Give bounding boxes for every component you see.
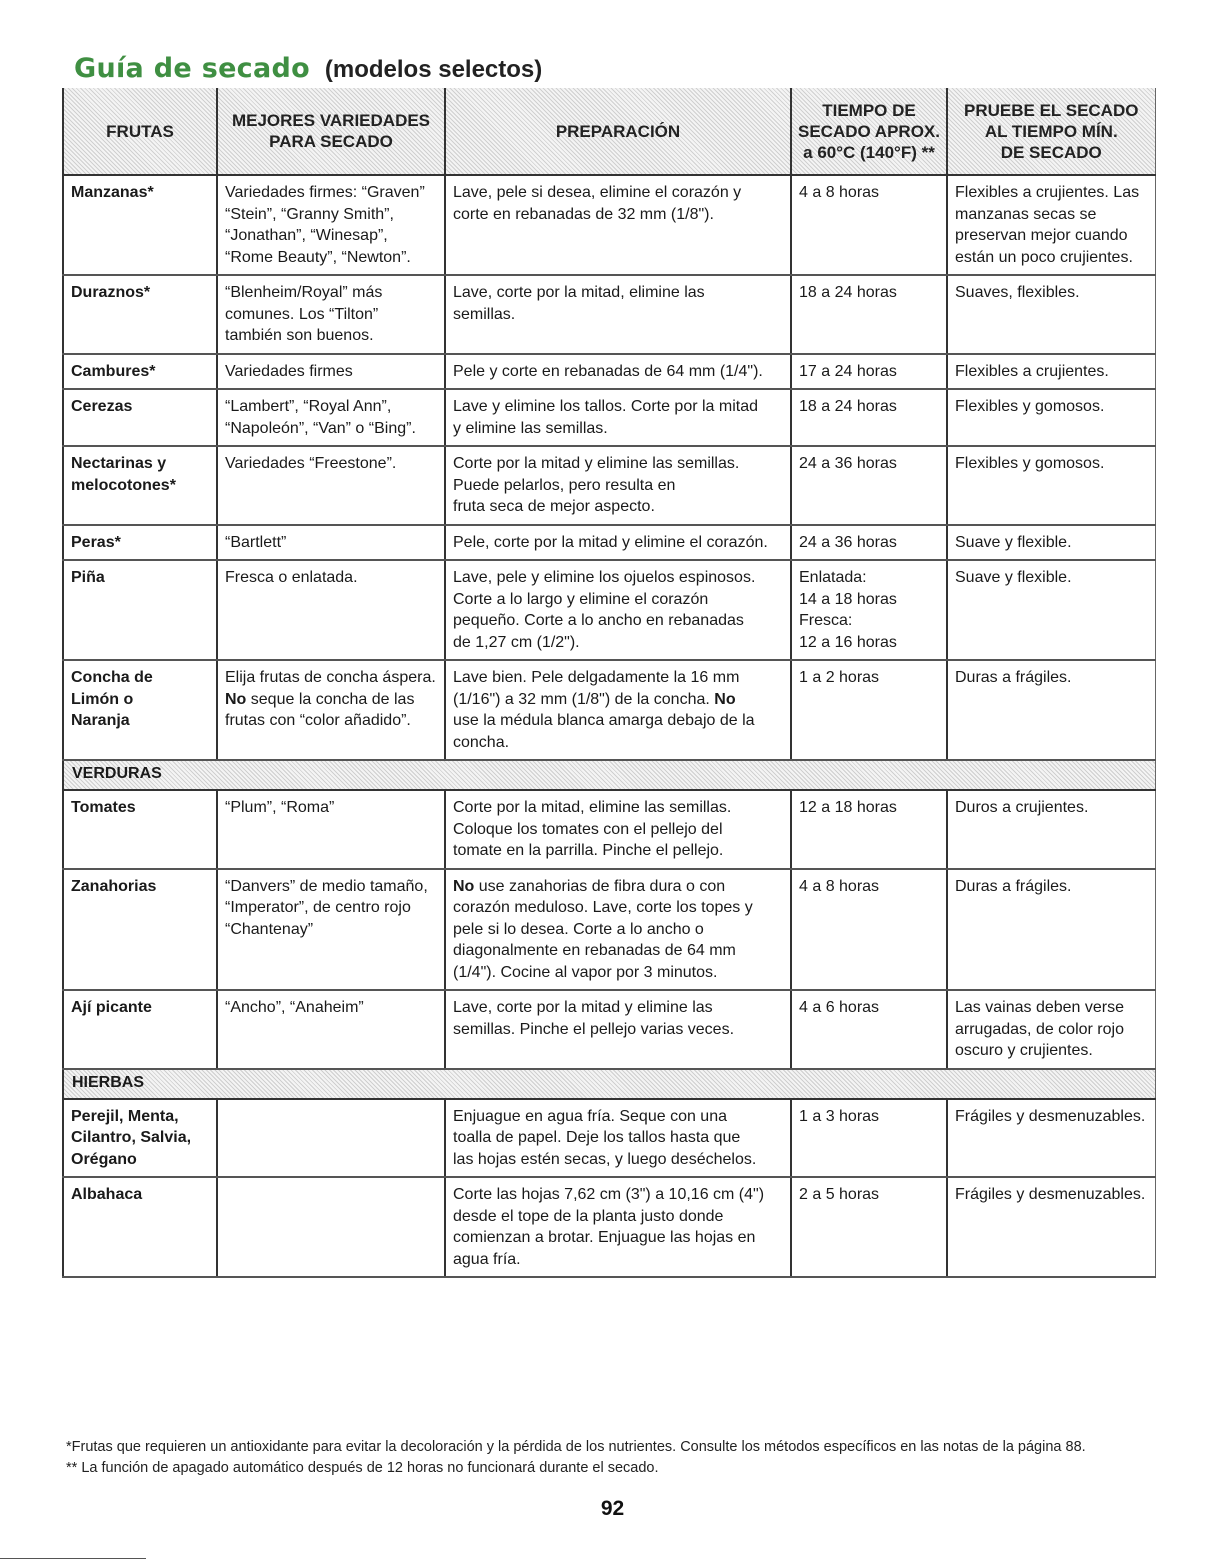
text-line: “Stein”, “Granny Smith”,: [225, 205, 394, 223]
row-time: [791, 389, 947, 446]
row-time: [791, 560, 947, 660]
text-line: Flexibles a crujientes.: [955, 362, 1109, 380]
row-test: [947, 1177, 1155, 1277]
text-line: 2 a 5 horas: [799, 1186, 880, 1203]
row-preparation: [445, 1177, 791, 1277]
text-line: 4 a 8 horas: [799, 184, 880, 201]
text-line: Suaves, flexibles.: [955, 284, 1080, 301]
text-line: DE SECADO: [1000, 142, 1102, 162]
text-line: y elimine las semillas.: [453, 419, 608, 437]
title-subtitle: (modelos selectos): [324, 56, 543, 83]
text-line: Las vainas deben verse: [955, 999, 1124, 1016]
text-line: 24 a 36 horas: [799, 533, 897, 551]
table-row: [63, 560, 1155, 660]
table-row: [63, 1177, 1155, 1277]
text-line: Enlatada:: [799, 569, 867, 586]
text-line: “Plum”, “Roma”: [225, 799, 335, 816]
text-line: Pele, corte por la mitad y elimine el corazón.: [453, 533, 768, 551]
text-line: “Ancho”, “Anaheim”: [225, 999, 364, 1016]
text-line: Naranja: [71, 712, 130, 729]
text-line: 4 a 8 horas: [799, 877, 880, 895]
row-varieties: [217, 175, 445, 275]
row-test: [947, 869, 1155, 991]
text-line: 4 a 6 horas: [799, 999, 880, 1016]
row-name: [63, 525, 217, 561]
table-row: [63, 525, 1155, 561]
row-test: [947, 990, 1155, 1069]
text-line: AL TIEMPO MÍN.: [984, 121, 1118, 141]
row-test: [947, 790, 1155, 869]
footnotes: [66, 1437, 1156, 1479]
text-line: las hojas estén secas, y luego deséchelos.: [453, 1150, 757, 1168]
footnote-antioxidant: *Frutas que requieren un antioxidante para evitar la decoloración y la pérdida de los nutrientes. Consulte los métodos específicos en las notas de la página 88.: [66, 1439, 1086, 1455]
row-name: [63, 660, 217, 760]
text-line: pele si lo desea. Corte a lo ancho o: [453, 920, 704, 938]
row-test: [947, 354, 1155, 390]
text-line: Variedades “Freestone”.: [225, 455, 397, 472]
text-line: Nectarinas y: [71, 455, 167, 472]
header-test-dryness: [947, 88, 1155, 175]
text-line: melocotones*: [71, 476, 176, 494]
text-line: 17 a 24 horas: [799, 362, 897, 380]
table-row: [63, 389, 1155, 446]
text-line: Frágiles y desmenuzables.: [955, 1107, 1146, 1125]
text-line: 12 a 16 horas: [799, 633, 897, 651]
text-line: Flexibles y gomosos.: [955, 398, 1105, 415]
text-line: Duros a crujientes.: [955, 799, 1089, 816]
header-preparation: [445, 88, 791, 175]
row-name: [63, 1099, 217, 1178]
row-name: [63, 354, 217, 390]
page-number: 92: [600, 1497, 625, 1520]
text-line: Suave y flexible.: [955, 533, 1072, 551]
text-line: Enjuague en agua fría. Seque con una: [453, 1107, 727, 1125]
table-row: [63, 446, 1155, 525]
text-line: PARA SECADO: [269, 132, 393, 151]
text-line: comienzan a brotar. Enjuague las hojas en: [453, 1229, 756, 1246]
row-time: [791, 275, 947, 354]
text-line: Cilantro, Salvia,: [71, 1129, 192, 1146]
text-line: (1/4"). Cocine al vapor por 3 minutos.: [453, 963, 718, 981]
text-line: 24 a 36 horas: [799, 455, 897, 472]
text-line: tomate en la parrilla. Pinche el pellejo.: [453, 842, 724, 859]
text-line: Corte las hojas 7,62 cm (3") a 10,16 cm (4"): [453, 1186, 765, 1203]
row-test: [947, 275, 1155, 354]
row-preparation: [445, 525, 791, 561]
text-line: Limón o: [71, 690, 134, 708]
text-line: Manzanas*: [71, 184, 154, 201]
text-line: Lave y elimine los tallos. Corte por la mitad: [453, 398, 759, 415]
text-line: “Lambert”, “Royal Ann”,: [225, 398, 392, 415]
row-varieties: [217, 1177, 445, 1277]
row-test: [947, 525, 1155, 561]
text-line: Pele y corte en rebanadas de 64 mm (1/4").: [453, 362, 763, 380]
text-line: corte en rebanadas de 32 mm (1/8").: [453, 205, 714, 223]
table-row: [63, 175, 1155, 275]
text-line: fruta seca de mejor aspecto.: [453, 498, 655, 515]
text-line: 12 a 18 horas: [799, 799, 897, 816]
row-time: 1 a 2 horas: [791, 660, 947, 760]
header-fruits: [63, 88, 217, 175]
text-line: están un poco crujientes.: [955, 248, 1133, 266]
text-line: Lave, corte por la mitad, elimine las: [453, 284, 705, 301]
section-title: VERDURAS: [63, 760, 1155, 790]
text-line: 18 a 24 horas: [799, 284, 897, 301]
text-line: Corte por la mitad y elimine las semillas.: [453, 455, 740, 472]
text-line: agua fría.: [453, 1250, 521, 1268]
row-time: [791, 790, 947, 869]
row-preparation: [445, 446, 791, 525]
text-line: desde el tope de la planta justo donde: [453, 1207, 724, 1225]
table-row: [63, 660, 1155, 760]
row-preparation: [445, 790, 791, 869]
table-row: [63, 869, 1155, 991]
text-line: TIEMPO DE: [822, 100, 916, 120]
text-line: Flexibles a crujientes. Las: [955, 184, 1140, 201]
text-line: Suave y flexible.: [955, 569, 1072, 586]
text-line: manzanas secas se: [955, 205, 1097, 223]
text-line: Concha de: [71, 669, 153, 686]
header-row: [63, 88, 1155, 175]
row-name: [63, 1177, 217, 1277]
row-varieties: [217, 446, 445, 525]
emphasis-no: No: [714, 690, 736, 708]
text-line: Tomates: [71, 799, 136, 816]
row-time: [791, 446, 947, 525]
text-line: “Blenheim/Royal” más: [225, 284, 383, 301]
text-line: a 60°C (140°F) **: [803, 142, 935, 162]
section-title: HIERBAS: [63, 1069, 1155, 1099]
text-line: Lave, pele y elimine los ojuelos espinosos.: [453, 569, 756, 586]
row-name: [63, 175, 217, 275]
header-best-varieties: [217, 88, 445, 175]
table-row: [63, 1099, 1155, 1178]
row-test: [947, 389, 1155, 446]
text-line: Peras*: [71, 533, 121, 551]
table-row: [63, 990, 1155, 1069]
table-row: [63, 354, 1155, 390]
text-line: Ají picante: [71, 999, 152, 1016]
text-line: Variedades firmes: [225, 362, 353, 380]
row-time: [791, 869, 947, 991]
text-line: arrugadas, de color rojo: [955, 1020, 1124, 1038]
table-row: [63, 790, 1155, 869]
text-line: 1 a 3 horas: [799, 1107, 880, 1125]
text-line: “Rome Beauty”, “Newton”.: [225, 248, 411, 266]
text-line: corazón meduloso. Lave, corte los topes y: [453, 899, 753, 916]
text-line: Cerezas: [71, 398, 133, 415]
text-line: Frágiles y desmenuzables.: [955, 1186, 1146, 1203]
row-name: [63, 990, 217, 1069]
header-drying-time: [791, 88, 947, 175]
row-name: [63, 389, 217, 446]
text-line: también son buenos.: [225, 327, 374, 344]
row-name: [63, 790, 217, 869]
table-row: [63, 275, 1155, 354]
row-varieties: [217, 790, 445, 869]
row-varieties: [217, 525, 445, 561]
text-line: toalla de papel. Deje los tallos hasta que: [453, 1129, 741, 1146]
row-varieties: [217, 869, 445, 991]
text-line: de 1,27 cm (1/2").: [453, 633, 580, 651]
text-line: PRUEBE EL SECADO: [964, 100, 1139, 120]
text-line: preservan mejor cuando: [955, 227, 1128, 244]
drying-guide-table: [62, 88, 1156, 1278]
text-line: Corte por la mitad, elimine las semillas.: [453, 799, 732, 816]
text-line: “Bartlett”: [225, 533, 287, 551]
row-varieties: [217, 389, 445, 446]
row-time: [791, 1177, 947, 1277]
row-name: [63, 869, 217, 991]
text-line: Duraznos*: [71, 284, 151, 301]
row-time: [791, 1099, 947, 1178]
row-varieties: [217, 560, 445, 660]
text-line: diagonalmente en rebanadas de 64 mm: [453, 942, 736, 959]
text-line: Duras a frágiles.: [955, 877, 1072, 895]
text-line: “Chantenay”: [225, 920, 314, 938]
row-preparation: [445, 275, 791, 354]
row-test: [947, 1099, 1155, 1178]
text-line: Coloque los tomates con el pellejo del: [453, 820, 723, 838]
row-preparation: [445, 175, 791, 275]
row-varieties: Elija frutas de concha áspera. No seque la concha de las frutas con “color añadido”.: [217, 660, 445, 760]
row-time: [791, 175, 947, 275]
row-time: [791, 525, 947, 561]
text-line: oscuro y crujientes.: [955, 1042, 1093, 1059]
row-test: [947, 560, 1155, 660]
row-preparation: [445, 389, 791, 446]
page-title: [74, 48, 542, 85]
row-name: [63, 560, 217, 660]
text-line: Lave, corte por la mitad y elimine las: [453, 999, 713, 1016]
row-preparation: [445, 1099, 791, 1178]
title-main: Guía de secado: [74, 53, 310, 84]
text-line: Corte a lo largo y elimine el corazón: [453, 590, 709, 608]
text-line: Variedades firmes: “Graven”: [225, 184, 425, 201]
text-line: “Napoleón”, “Van” o “Bing”.: [225, 419, 416, 437]
text-line: Fresca:: [799, 612, 853, 629]
row-test: Duras a frágiles.: [947, 660, 1155, 760]
text-line: FRUTAS: [106, 121, 174, 141]
text-line: Fresca o enlatada.: [225, 569, 358, 586]
row-varieties: [217, 1099, 445, 1178]
text-line: PREPARACIÓN: [555, 121, 681, 141]
text-line: pequeño. Corte a lo ancho en rebanadas: [453, 612, 744, 629]
text-line: Lave, pele si desea, elimine el corazón y: [453, 184, 742, 201]
row-time: [791, 354, 947, 390]
text-line: 14 a 18 horas: [799, 590, 897, 608]
text-line: “Imperator”, de centro rojo: [225, 899, 411, 916]
row-preparation: [445, 560, 791, 660]
row-time: [791, 990, 947, 1069]
row-test: [947, 446, 1155, 525]
text-line: Orégano: [71, 1150, 137, 1168]
row-varieties: [217, 275, 445, 354]
text-line: SECADO APROX.: [797, 121, 940, 141]
row-preparation: [445, 990, 791, 1069]
text-line: Zanahorias: [71, 877, 157, 895]
row-name: [63, 275, 217, 354]
row-preparation: [445, 354, 791, 390]
text-line: comunes. Los “Tilton”: [225, 305, 379, 323]
text-line: 18 a 24 horas: [799, 398, 897, 415]
section-row-vegetables: [63, 760, 1155, 790]
row-test: [947, 175, 1155, 275]
emphasis-no: No: [453, 877, 475, 895]
text-line: Albahaca: [71, 1186, 143, 1203]
text-line: “Danvers” de medio tamaño,: [225, 877, 428, 895]
emphasis-no: No: [225, 690, 247, 708]
text-line: semillas.: [453, 305, 516, 323]
row-varieties: [217, 990, 445, 1069]
text-line: semillas. Pinche el pellejo varias veces.: [453, 1020, 735, 1038]
section-row-herbs: [63, 1069, 1155, 1099]
row-name: [63, 446, 217, 525]
scan-edge-line: [0, 1558, 146, 1559]
text-line: Perejil, Menta,: [71, 1107, 179, 1125]
text-line: “Jonathan”, “Winesap”,: [225, 227, 388, 244]
footnote-auto-off: ** La función de apagado automático después de 12 horas no funcionará durante el secado.: [66, 1460, 659, 1476]
row-preparation: Lave bien. Pele delgadamente la 16 mm (1/16") a 32 mm (1/8") de la concha. No use la médula blanca amarga debajo de la concha.: [445, 660, 791, 760]
text-line: Flexibles y gomosos.: [955, 455, 1105, 472]
row-preparation: No use zanahorias de fibra dura o con corazón meduloso. Lave, corte los topes y pele si lo desea. Corte a lo ancho o diagonalmente en rebanadas de 64 mm (1/4"). Cocine al vapor por 3 minutos.: [445, 869, 791, 991]
text-line: Piña: [71, 569, 105, 586]
text-line: MEJORES VARIEDADES: [231, 111, 431, 130]
row-varieties: [217, 354, 445, 390]
text-line: Puede pelarlos, pero resulta en: [453, 476, 676, 494]
text-line: Cambures*: [71, 362, 156, 380]
